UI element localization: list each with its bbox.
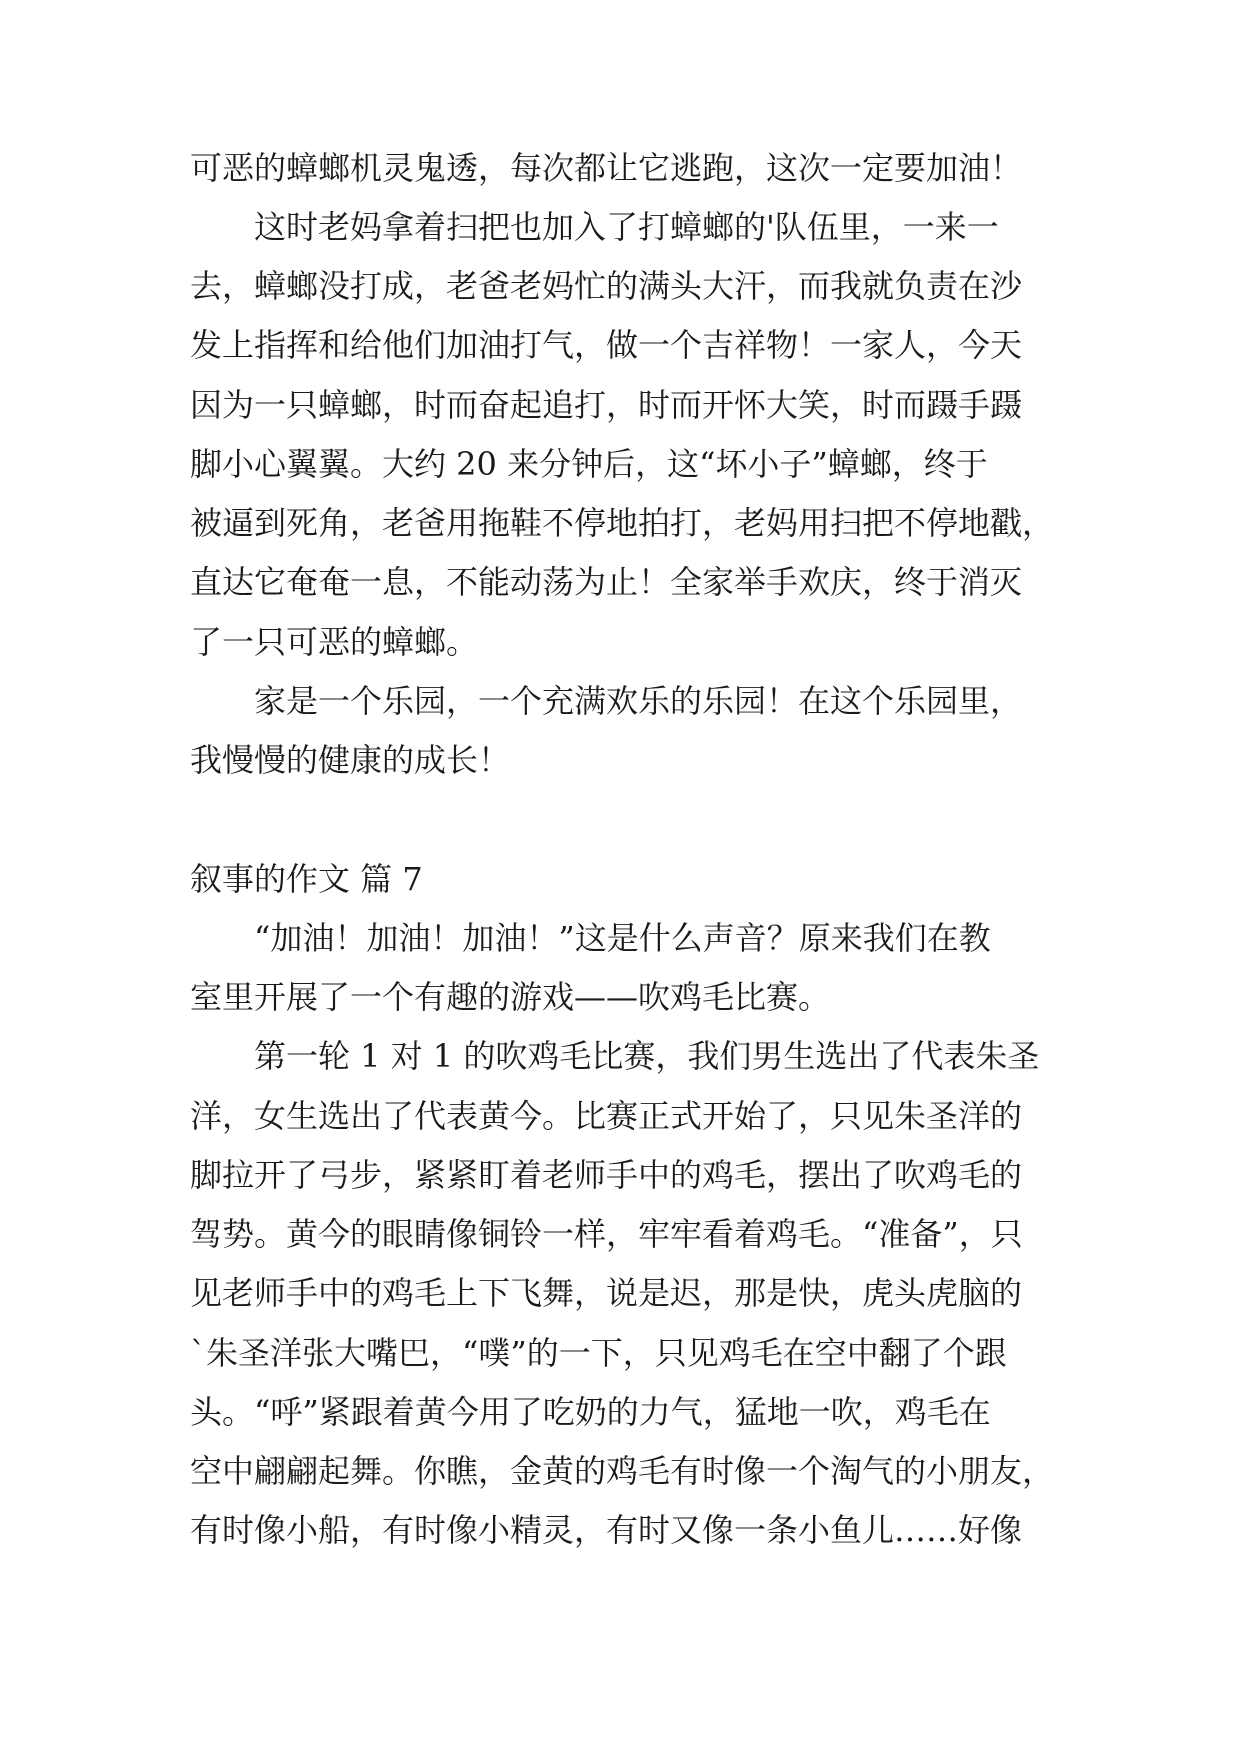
text-line: 发上指挥和给他们加油打气，做一个吉祥物！一家人，今天 [190,326,1023,364]
text-line: “加油！加油！加油！”这是什么声音？原来我们在教 [254,919,991,957]
text-line: 脚小心翼翼。大约 20 来分钟后，这“坏小子”蟑螂，终于 [190,445,988,483]
text-line: 见老师手中的鸡毛上下飞舞，说是迟，那是快，虎头虎脑的 [190,1274,1023,1312]
text-line: 家是一个乐园，一个充满欢乐的乐园！在这个乐园里， [254,682,1023,720]
text-line: 脚拉开了弓步，紧紧盯着老师手中的鸡毛，摆出了吹鸡毛的 [190,1156,1023,1194]
text-line: 了一只可恶的蟑螂。 [190,623,479,661]
text-line: 驾势。黄今的眼睛像铜铃一样，牢牢看着鸡毛。“准备”，只 [190,1215,1023,1253]
text-line: 洋，女生选出了代表黄今。比赛正式开始了，只见朱圣洋的 [190,1097,1023,1135]
text-line: 空中翩翩起舞。你瞧，金黄的鸡毛有时像一个淘气的小朋友， [190,1452,1055,1490]
text-line: 因为一只蟑螂，时而奋起追打，时而开怀大笑，时而蹑手蹑 [190,386,1023,424]
text-line: `朱圣洋张大嘴巴，“噗”的一下，只见鸡毛在空中翻了个跟 [190,1334,1007,1372]
text-line: 可恶的蟑螂机灵鬼透，每次都让它逃跑，这次一定要加油！ [190,149,1023,187]
text-line: 去，蟑螂没打成，老爸老妈忙的满头大汗，而我就负责在沙 [190,267,1023,305]
text-line: 室里开展了一个有趣的游戏——吹鸡毛比赛。 [190,978,831,1016]
text-line: 被逼到死角，老爸用拖鞋不停地拍打，老妈用扫把不停地戳， [190,504,1055,542]
text-line: 头。“呼”紧跟着黄今用了吃奶的力气，猛地一吹，鸡毛在 [190,1393,991,1431]
text-line: 这时老妈拿着扫把也加入了打蟑螂的'队伍里，一来一 [254,208,999,246]
text-line: 我慢慢的健康的成长！ [190,741,511,779]
text-line: 有时像小船，有时像小精灵，有时又像一条小鱼儿……好像 [190,1511,1023,1549]
text-line: 直达它奄奄一息，不能动荡为止！全家举手欢庆，终于消灭 [190,563,1023,601]
text-line: 第一轮 1 对 1 的吹鸡毛比赛，我们男生选出了代表朱圣 [254,1037,1040,1075]
section-heading: 叙事的作文 篇 7 [190,860,423,898]
